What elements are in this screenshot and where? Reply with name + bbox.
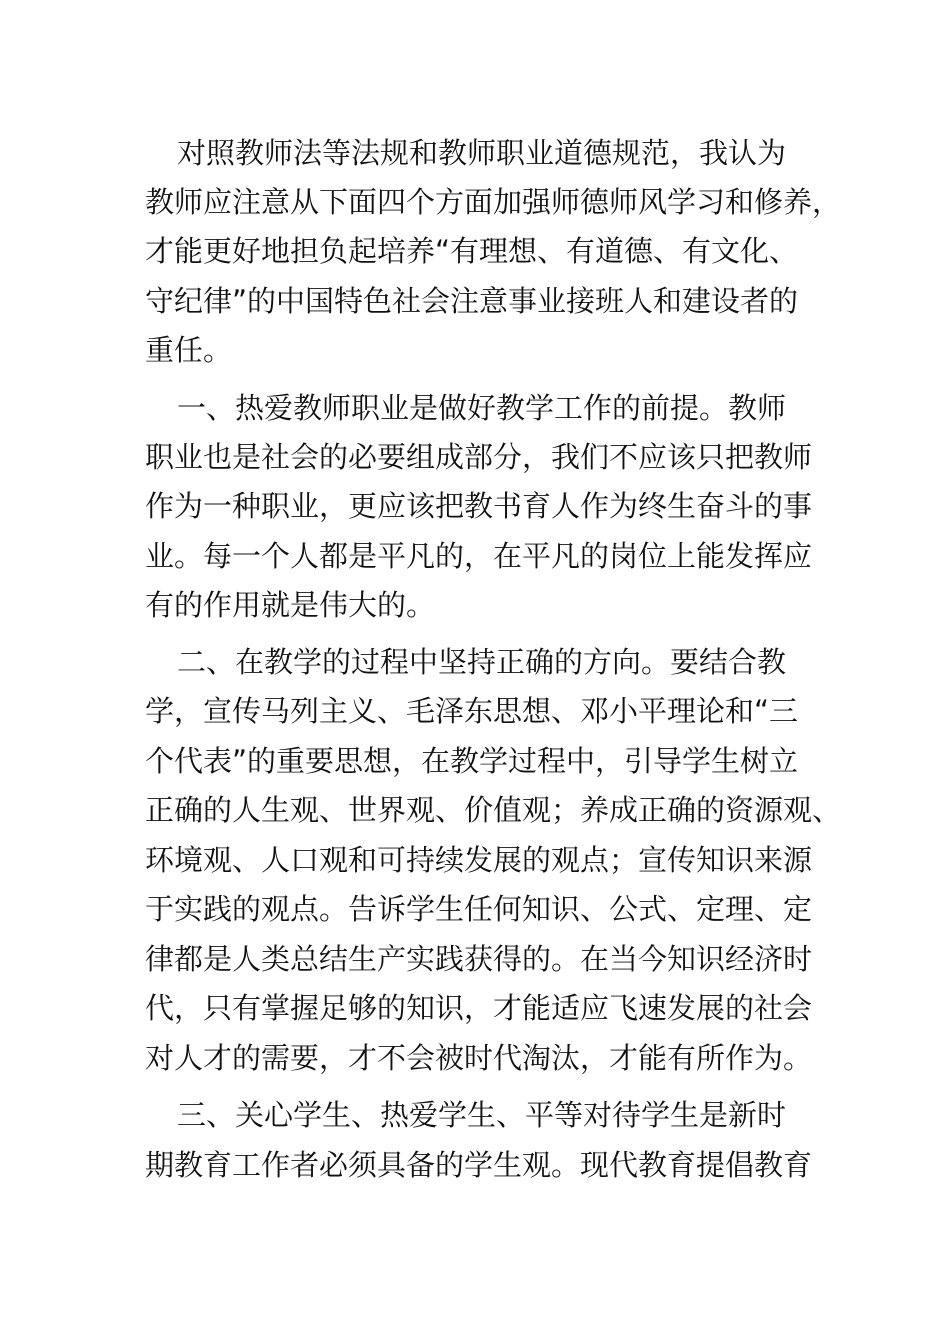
text-line: 期教育工作者必须具备的学生观。现代教育提倡教育: [145, 1148, 813, 1182]
text-line: 职业也是社会的必要组成部分，我们不应该只把教师: [145, 440, 813, 474]
text-line: 正确的人生观、世界观、价值观；养成正确的资源观、: [145, 793, 842, 827]
text-line: 三、关心学生、热爱学生、平等对待学生是新时: [177, 1098, 787, 1132]
text-line: 业。每一个人都是平凡的，在平凡的岗位上能发挥应: [145, 539, 813, 573]
text-line: 重任。: [145, 333, 233, 367]
text-line: 才能更好地担负起培养“有理想、有道德、有文化、: [145, 234, 799, 268]
text-line: 有的作用就是伟大的。: [145, 588, 436, 622]
text-line: 代，只有掌握足够的知识，才能适应飞速发展的社会: [145, 991, 813, 1025]
text-line: 教师应注意从下面四个方面加强师德师风学习和修养，: [145, 185, 842, 219]
text-line: 守纪律”的中国特色社会注意事业接班人和建设者的: [145, 284, 799, 318]
text-line: 个代表”的重要思想，在教学过程中，引导学生树立: [145, 744, 799, 778]
text-line: 律都是人类总结生产实践获得的。在当今知识经济时: [145, 942, 813, 976]
text-line: 环境观、人口观和可持续发展的观点；宣传知识来源: [145, 843, 813, 877]
text-line: 对人才的需要，才不会被时代淘汰，才能有所作为。: [145, 1041, 813, 1075]
text-line: 于实践的观点。告诉学生任何知识、公式、定理、定: [145, 892, 813, 926]
text-line: 二、在教学的过程中坚持正确的方向。要结合教: [177, 645, 787, 679]
text-line: 一、热爱教师职业是做好教学工作的前提。教师: [177, 391, 787, 425]
text-line: 作为一种职业，更应该把教书育人作为终生奋斗的事: [145, 489, 813, 523]
text-line: 对照教师法等法规和教师职业道德规范，我认为: [177, 136, 787, 170]
text-line: 学，宣传马列主义、毛泽东思想、邓小平理论和“三: [145, 694, 799, 728]
